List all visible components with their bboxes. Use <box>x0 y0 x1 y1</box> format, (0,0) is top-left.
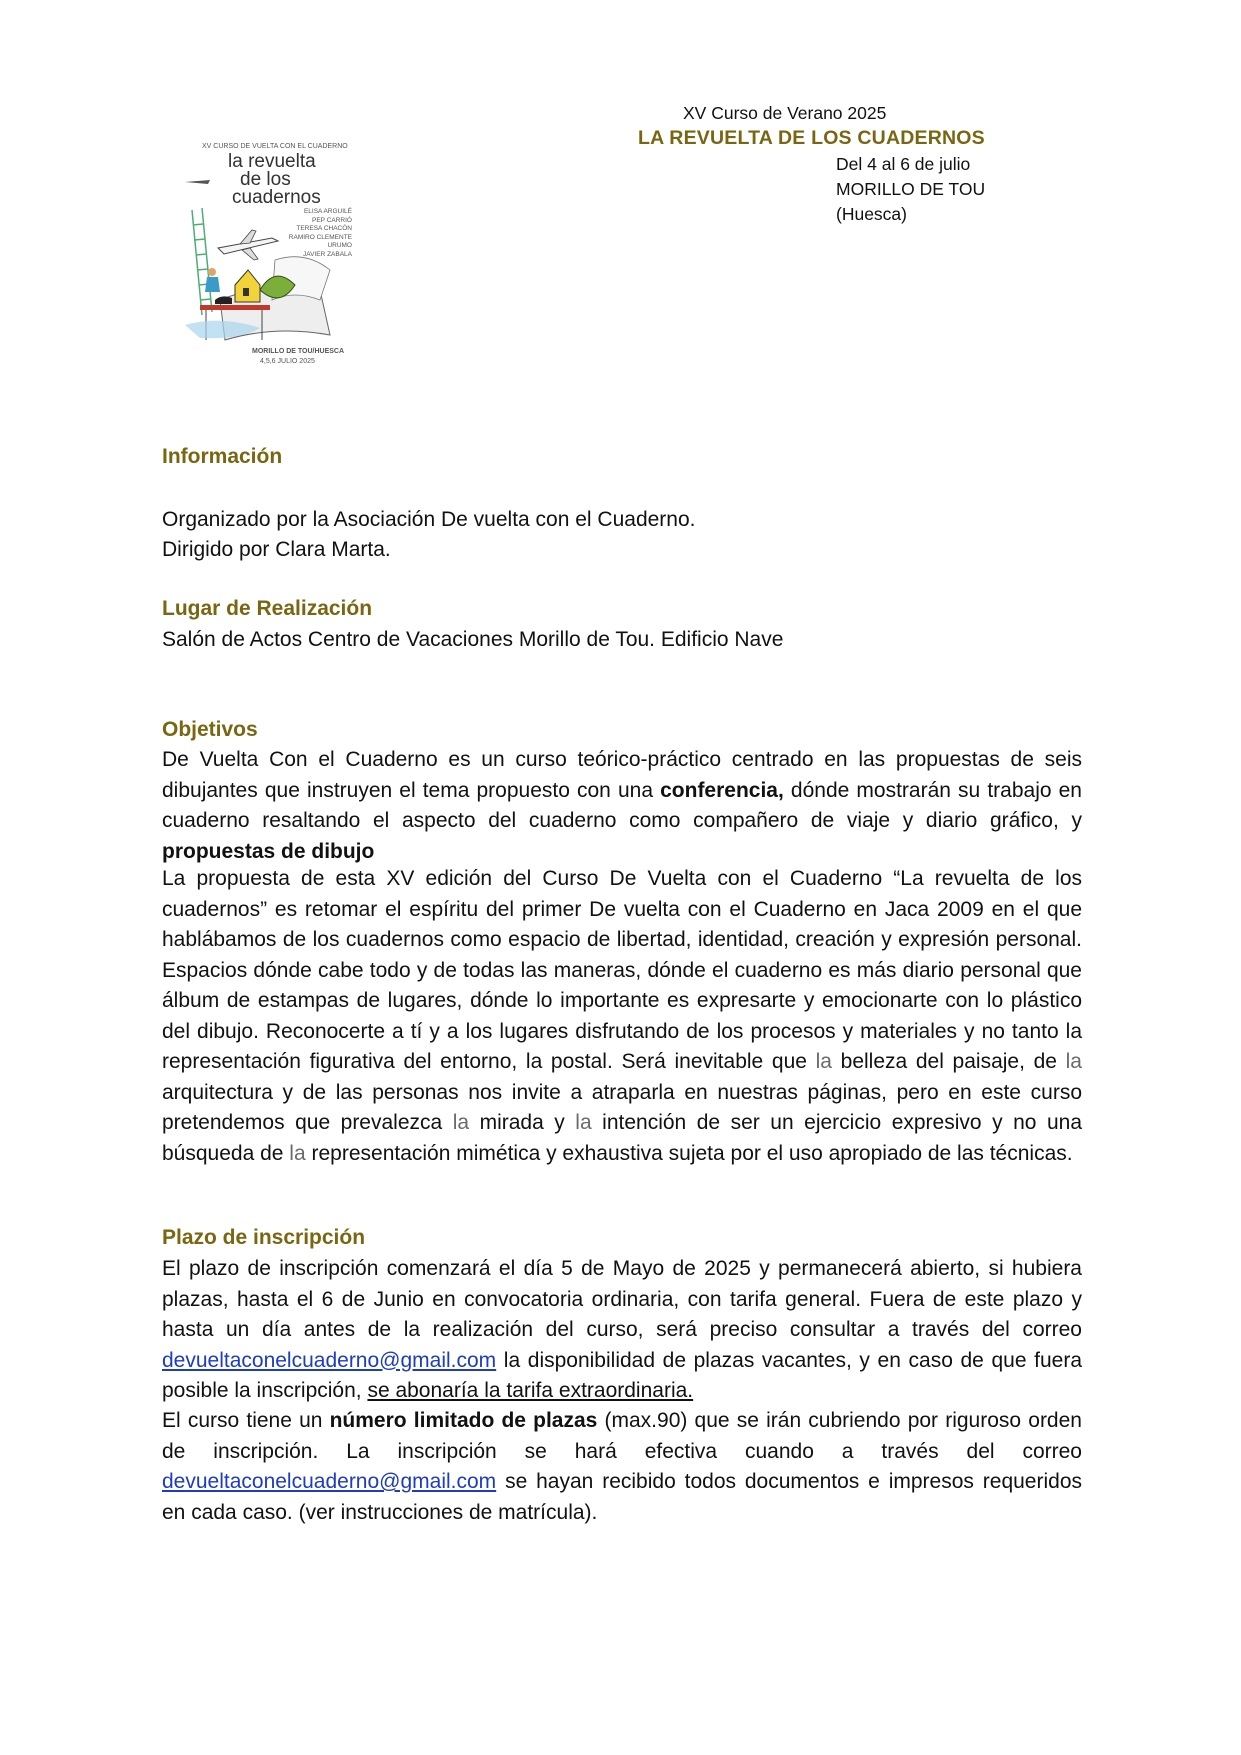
ladder-icon <box>192 208 212 315</box>
poster-name: URUMO <box>327 242 352 249</box>
organizer-text: Organizado por la Asociación De vuelta con el Cuaderno. <box>162 508 696 531</box>
poster-bottom-line2: 4,5,6 JULIO 2025 <box>260 358 315 365</box>
course-place: MORILLO DE TOU <box>836 179 986 199</box>
poster-name: TERESA CHACÓN <box>296 225 352 232</box>
poster-bottom-line1: MORILLO DE TOU/HUESCA <box>252 348 345 355</box>
poster-name: JAVIER ZABALA <box>302 250 352 258</box>
email-link[interactable]: devueltaconelcuaderno@gmail.com <box>162 1470 497 1493</box>
poster-name: RAMIRO CLEMENTE <box>288 233 352 241</box>
poster-title-line1: la revuelta <box>228 151 316 172</box>
poster-title-line2: de los <box>240 169 291 190</box>
heading-plazo: Plazo de inscripción <box>162 1226 366 1249</box>
poster-title-line3: cuadernos <box>232 187 321 208</box>
plazo-paragraph-1: El plazo de inscripción comenzará el día 5 de Mayo de 2025 y permanecerá abierto, si hubiera plazas, hasta el 6 de Junio en convocatoria ordinaria, con tarifa general. Fuera de este plazo y hasta un día antes de la realización del curso, será preciso consultar a través del correo devueltaconelcuaderno@gmail.com la disponibilidad de plazas vacantes, y en caso de que fuera posible la inscripción, se abonaría la tarifa extraordinaria. <box>162 1257 1082 1402</box>
director-text: Dirigido por Clara Marta. <box>162 538 391 561</box>
cat-icon <box>215 296 232 304</box>
plazo-paragraph-2: El curso tiene un número limitado de plazas (max.90) que se irán cubriendo por riguroso orden de inscripción. La inscripción se hará efectiva cuando a través del correo devueltaconelcuaderno@gmail.com se hayan recibido todos documentos e impresos requeridos en cada caso. (ver instrucciones de matrícula). <box>162 1409 1082 1524</box>
heading-lugar: Lugar de Realización <box>162 597 373 620</box>
table-icon <box>200 305 270 310</box>
poster-name: ELISA ARGUILÉ <box>303 208 352 215</box>
poster-name: PEP CARRIÓ <box>312 216 352 224</box>
course-title: LA REVUELTA DE LOS CUADERNOS <box>638 127 985 149</box>
lugar-text: Salón de Actos Centro de Vacaciones Morillo de Tou. Edificio Nave <box>162 628 784 651</box>
course-poster <box>180 140 360 380</box>
objetivos-paragraph-1: De Vuelta Con el Cuaderno es un curso teórico-práctico centrado en las propuestas de seis dibujantes que instruyen el tema propuesto con una conferencia, dónde mostrarán su trabajo en cuaderno resaltando el aspecto del cuaderno como compañero de viaje y diario gráfico, y propuestas de dibujo <box>162 748 1082 863</box>
poster-illustration <box>180 140 360 380</box>
heading-objetivos: Objetivos <box>162 718 258 741</box>
objetivos-paragraph-2: La propuesta de esta XV edición del Curso De Vuelta con el Cuaderno “La revuelta de los cuadernos” es retomar el espíritu del primer De vuelta con el Cuaderno en Jaca 2009 en el que hablábamos de los cuadernos como espacio de libertad, identidad, creación y expresión personal. Espacios dónde cabe todo y de todas las maneras, dónde el cuaderno es más diario personal que álbum de estampas de lugares, dónde lo importante es expresarte y emocionarte con lo plástico del dibujo. Reconocerte a tí y a los lugares disfrutando de los procesos y materiales y no tanto la representación figurativa del entorno, la postal. Será inevitable que la belleza del paisaje, de la arquitectura y de las personas nos invite a atraparla en nuestras páginas, pero en este curso pretendemos que prevalezca la mirada y la intención de ser un ejercicio expresivo y no una búsqueda de la representación mimética y exhaustiva sujeta por el uso apropiado de las técnicas. <box>162 867 1083 1165</box>
poster-top-line: XV CURSO DE VUELTA CON EL CUADERNO <box>202 143 348 150</box>
email-link[interactable]: devueltaconelcuaderno@gmail.com <box>162 1348 497 1372</box>
course-dates: Del 4 al 6 de julio <box>836 154 971 174</box>
airplane-icon <box>218 230 278 260</box>
course-province: (Huesca) <box>836 204 907 224</box>
course-edition: XV Curso de Verano 2025 <box>683 103 887 123</box>
person-icon <box>208 268 216 276</box>
house-icon <box>235 270 260 302</box>
heading-informacion: Información <box>162 445 283 468</box>
